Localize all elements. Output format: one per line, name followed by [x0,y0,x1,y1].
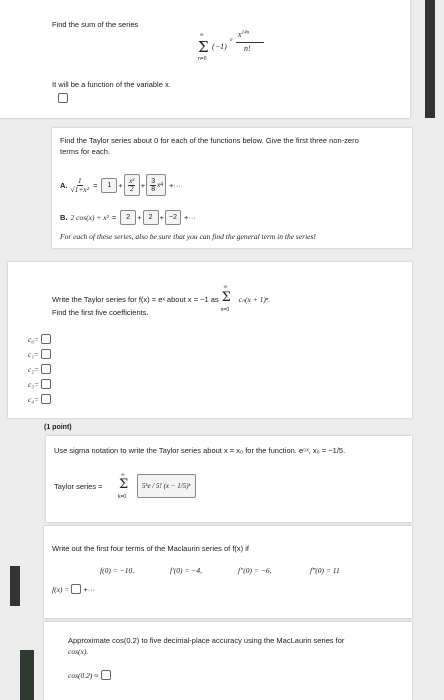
q2-part-b: B. 2 cos(x) + x² = 2 + 2 + −2 +··· [60,210,196,225]
q6-prompt-line1: Approximate cos(0.2) to five decimal-place accuracy using the MacLaurin series for [68,636,345,645]
left-edge-bar [10,566,20,606]
q2-prompt-line2: terms for each. [60,147,111,156]
q5-answer-row: f(x) = +··· [52,584,96,594]
points-label: (1 point) [44,424,72,431]
q2b-term1-input[interactable]: 2 [120,210,136,225]
q4-answer-input[interactable]: 5ᵏe / 5! (x − 1/5)ᵏ [137,474,196,498]
q1-prompt: Find the sum of the series [52,20,139,29]
sigma-icon: Σ [198,38,209,56]
c1-input[interactable] [41,349,51,359]
c3-input[interactable] [41,379,51,389]
sigma-icon: Σ [221,290,231,305]
q5-prompt: Write out the first four terms of the Maclaurin series of f(x) if [52,544,250,553]
q1-answer-input[interactable] [58,93,68,103]
question-card-4 [46,436,412,522]
q2a-term3-input[interactable]: $\frac{3}{8}$ x 4 [146,174,166,196]
q5-f2: f″(0) = −6, [238,566,272,575]
q4-sigma: ∞ Σ k=0 [118,472,129,500]
q5-f3: f‴(0) = 11 [310,566,340,575]
question-card-5 [44,526,412,618]
sigma-icon: Σ [119,477,129,492]
q5-f1: f′(0) = −4, [170,566,202,575]
coeff-row-4: c₄= [28,394,51,404]
q2a-term2-input[interactable]: $\frac{\text{x²}}{2}$ [124,174,140,196]
q6-prompt-line2: cos(x). [68,647,89,656]
question-card-6 [44,622,412,700]
coeff-row-3: c₃= [28,379,51,389]
q6-answer-input[interactable] [101,670,111,680]
q5-answer-input[interactable] [71,584,81,594]
left-edge-bar-bottom [20,650,34,700]
question-card-1: Find the sum of the series ∞ Σ n=0 (−1) n $x^{14n}$ n! It will be a function of the variable x. [0,0,410,118]
q2-note: For each of these series, also be sure that you can find the general term in the series! [60,232,316,241]
question-card-2 [52,128,412,248]
c4-input[interactable] [41,394,51,404]
q2b-term2-input[interactable]: 2 [143,210,159,225]
q4-prompt: Use sigma notation to write the Taylor series about x = x₀ for the function. e⁵ˣ, x₀ = −1/5. [54,446,346,455]
q4-label: Taylor series = [54,482,103,491]
question-card-3 [8,262,412,418]
q2a-term1-input[interactable]: 1 [101,178,117,193]
q6-answer-row: cos(0.2) ≈ [68,670,111,680]
q2-prompt-line1: Find the Taylor series about 0 for each of the functions below. Give the first three non-zero [60,136,359,145]
coeff-row-0: c₀= [28,334,51,344]
q3-sub: Find the first five coefficients. [52,308,149,317]
coeff-row-2: c₂= [28,364,51,374]
right-edge-bar [425,0,435,118]
q5-f0: f(0) = −10, [100,566,135,575]
coeff-row-1: c₁= [28,349,51,359]
c2-input[interactable] [41,364,51,374]
q2b-term3-input[interactable]: −2 [165,210,181,225]
q2-part-a: A. $\frac{1}{\text{√1+x²}}$ = 1 + $\frac{\text{x²}}{2}$ + $\frac{3}{8}$ x 4 +··· [60,174,181,196]
q3-prompt: Write the Taylor series for f(x) = eˣ about x = −1 as ∞ Σ n=0 cₙ(x + 1)ⁿ. [52,284,271,313]
q1-note: It will be a function of the variable x. [52,80,171,89]
c0-input[interactable] [41,334,51,344]
